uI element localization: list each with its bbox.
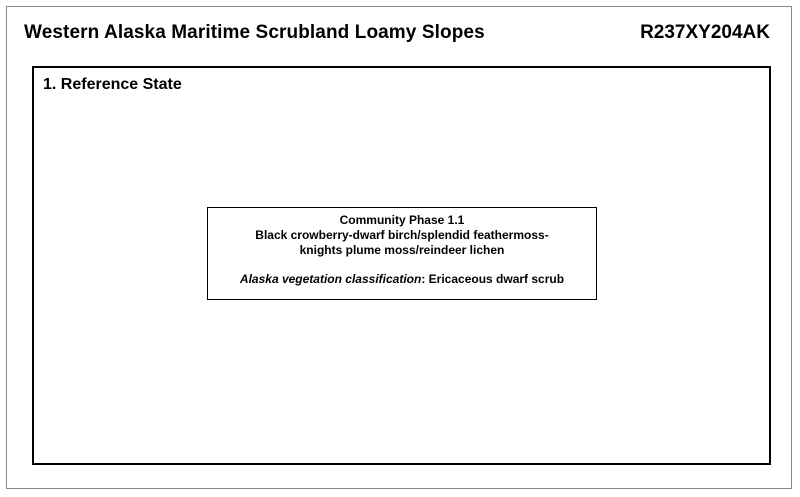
classification-value: Ericaceous dwarf scrub [428,272,565,286]
classification-separator: : [421,272,429,286]
vegetation-classification [208,272,596,287]
reference-state-label: 1. Reference State [43,76,182,93]
community-phase-names-line-2: knights plume moss/reindeer lichen [299,243,505,257]
ecosite-code: R237XY204AK [640,22,770,43]
diagram-title: Western Alaska Maritime Scrubland Loamy Slopes [24,22,485,43]
community-phase-box [207,207,597,300]
reference-state-box [32,66,771,465]
classification-label: Alaska vegetation classification [239,272,422,286]
community-phase-title: Community Phase 1.1 [339,213,465,227]
phase-spacer [208,258,596,272]
community-phase-names-line-1: Black crowberry-dwarf birch/splendid feathermoss- [255,228,549,242]
